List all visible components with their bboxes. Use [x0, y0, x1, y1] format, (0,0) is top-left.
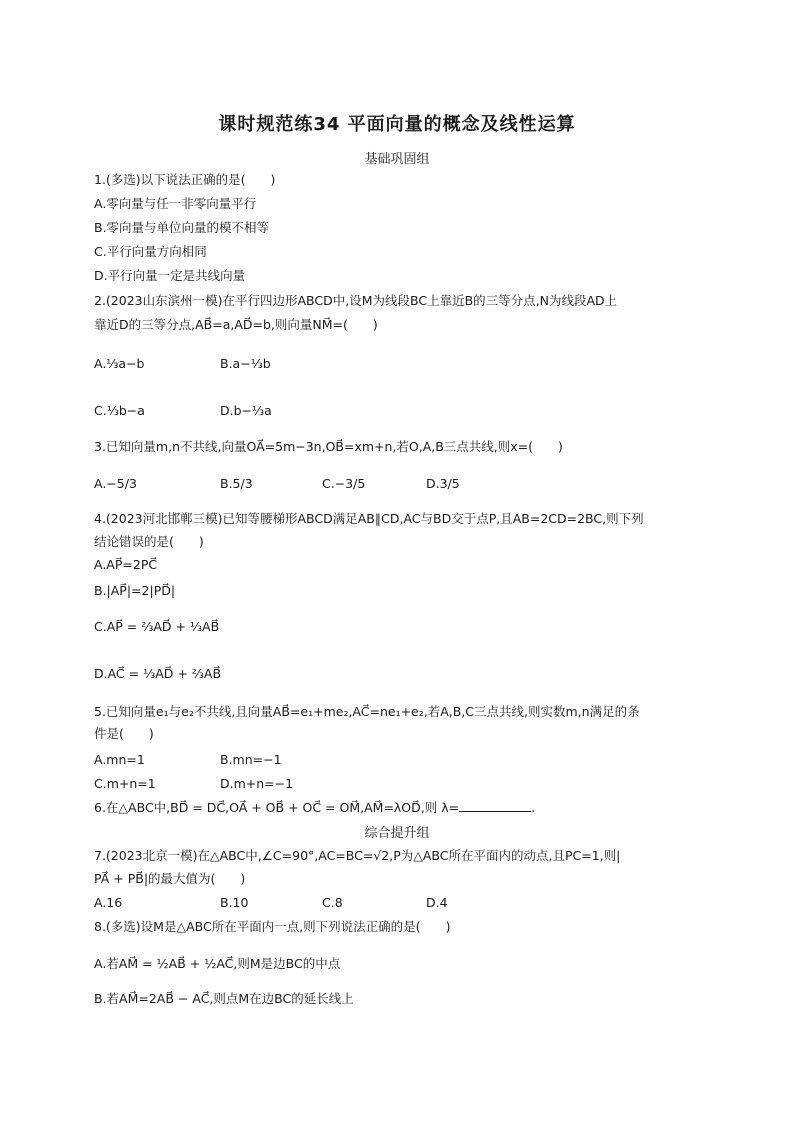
question-1-option-d: D.平行向量一定是共线向量 — [94, 268, 246, 283]
question-8-option-a: A.若AM⃗ = ½AB⃗ + ½AC⃗,则M是边BC的中点 — [94, 956, 341, 971]
question-2-stem-line1: 2.(2023山东滨州一模)在平行四边形ABCD中,设M为线段BC上靠近B的三等分点,N为线段AD上 — [94, 293, 618, 308]
question-6 — [94, 799, 704, 817]
section-basic: 基础巩固组 — [364, 152, 430, 167]
question-1-stem: 1.(多选)以下说法正确的是( ) — [94, 172, 276, 187]
question-5-option-b: B.mn=−1 — [220, 752, 282, 767]
question-6-tail: . — [531, 800, 536, 815]
question-1-option-c: C.平行向量方向相同 — [94, 244, 207, 259]
question-7-option-a: A.16 — [94, 895, 123, 910]
question-2-stem-line2: 靠近D的三等分点,AB⃗=a,AD⃗=b,则向量NM⃗=( ) — [94, 317, 378, 332]
question-5-option-c: C.m+n=1 — [94, 776, 156, 791]
question-7-option-c: C.8 — [322, 895, 343, 910]
question-1-option-b: B.零向量与单位向量的模不相等 — [94, 220, 270, 235]
question-6-stem: 6.在△ABC中,BD⃗ = DC⃗,OA⃗ + OB⃗ + OC⃗ = OM⃗,AM⃗=λOD⃗,则 λ= — [94, 800, 460, 815]
question-3-option-d: D.3/5 — [426, 476, 460, 491]
question-5-stem-line2: 件是( ) — [94, 726, 154, 741]
question-3-option-a: A.−5/3 — [94, 476, 137, 491]
section-advanced: 综合提升组 — [364, 826, 430, 841]
question-2-option-d: D.b−⅓a — [220, 403, 272, 418]
question-1-option-a: A.零向量与任一非零向量平行 — [94, 196, 257, 211]
question-5-option-a: A.mn=1 — [94, 752, 145, 767]
question-7-option-d: D.4 — [426, 895, 448, 910]
question-4-stem-line1: 4.(2023河北邯郸三模)已知等腰梯形ABCD满足AB∥CD,AC与BD交于点P,且AB=2CD=2BC,则下列 — [94, 511, 644, 526]
question-8-option-b: B.若AM⃗=2AB⃗ − AC⃗,则点M在边BC的延长线上 — [94, 991, 354, 1006]
question-4-option-c: C.AP⃗ = ⅔AD⃗ + ⅓AB⃗ — [94, 619, 220, 634]
question-3-option-b: B.5/3 — [220, 476, 253, 491]
question-4-option-a: A.AP⃗=2PC⃗ — [94, 557, 158, 572]
question-3-stem: 3.已知向量m,n不共线,向量OA⃗=5m−3n,OB⃗=xm+n,若O,A,B三点共线,则x=( ) — [94, 439, 563, 454]
question-2-option-c: C.⅓b−a — [94, 403, 145, 418]
page-title: 课时规范练34 平面向量的概念及线性运算 — [218, 114, 576, 135]
question-7-stem-line2: PA⃗ + PB⃗|的最大值为( ) — [94, 871, 246, 886]
question-5-stem-line1: 5.已知向量e₁与e₂不共线,且向量AB⃗=e₁+me₂,AC⃗=ne₁+e₂,若A,B,C三点共线,则实数m,n满足的条 — [94, 704, 640, 719]
question-4-option-b: B.|AP⃗|=2|PD⃗| — [94, 583, 176, 598]
question-7-stem-line1: 7.(2023北京一模)在△ABC中,∠C=90°,AC=BC=√2,P为△ABC所在平面内的动点,且PC=1,则| — [94, 848, 621, 863]
question-4-stem-line2: 结论错误的是( ) — [94, 534, 204, 549]
question-4-option-d: D.AC⃗ = ⅓AD⃗ + ⅔AB⃗ — [94, 666, 222, 681]
question-8-stem: 8.(多选)设M是△ABC所在平面内一点,则下列说法正确的是( ) — [94, 919, 451, 934]
question-5-option-d: D.m+n=−1 — [220, 776, 294, 791]
question-2-option-b: B.a−⅓b — [220, 356, 271, 371]
question-6-answer-blank — [459, 799, 531, 812]
question-2-option-a: A.⅓a−b — [94, 356, 145, 371]
question-3-option-c: C.−3/5 — [322, 476, 366, 491]
question-7-option-b: B.10 — [220, 895, 249, 910]
